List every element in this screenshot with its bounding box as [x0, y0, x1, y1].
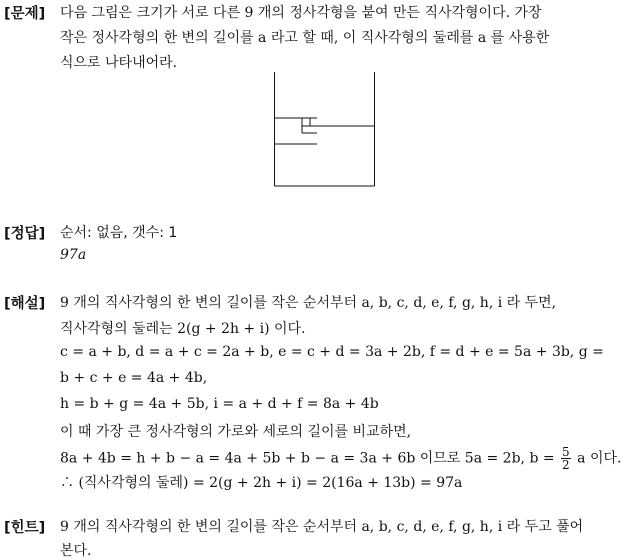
answer-meta: 순서: 없음, 갯수: 1	[60, 225, 178, 241]
fraction-denominator: 2	[562, 458, 570, 472]
fraction-5-over-2	[561, 446, 571, 471]
answer-value: 97a	[60, 247, 87, 263]
problem-line-3: 식으로 나타내어라.	[60, 55, 178, 71]
solution-line-2: 직사각형의 둘레는 2(g + 2h + i) 이다.	[60, 321, 306, 337]
hint-line-2: 본다.	[60, 543, 92, 559]
solution-line-7-tail: a 이다.	[577, 450, 621, 467]
problem-line-2: 작은 정사각형의 한 변의 길이를 a 라고 할 때, 이 직사각형의 둘레를 a 를 사용한	[60, 30, 550, 46]
answer-tag: [정답]	[4, 226, 46, 242]
solution-tag: [해설]	[4, 296, 46, 312]
hint-tag: [힌트]	[4, 520, 46, 536]
solution-line-5: h = b + g = 4a + 5b, i = a + d + f = 8a + 4b	[60, 396, 379, 412]
problem-tag: [문제]	[4, 6, 46, 22]
solution-line-6: 이 때 가장 큰 정사각형의 가로와 세로의 길이를 비교하면,	[60, 424, 412, 440]
solution-line-1: 9 개의 직사각형의 한 변의 길이를 작은 순서부터 a, b, c, d, e, f, g, h, i 라 두면,	[60, 295, 557, 311]
problem-line-1: 다음 그림은 크기가 서로 다른 9 개의 정사각형을 붙여 만든 직사각형이다. 가장	[60, 5, 542, 21]
solution-line-8: ∴ (직사각형의 둘레) = 2(g + 2h + i) = 2(16a + 13b) = 97a	[60, 475, 463, 491]
fraction-numerator: 5	[562, 445, 570, 459]
rectangle-figure	[272, 72, 378, 188]
solution-line-7-text: 8a + 4b = h + b − a = 4a + 5b + b − a = 3a + 6b 이므로 5a = 2b, b =	[60, 450, 555, 467]
solution-line-4: b + c + e = 4a + 4b,	[60, 370, 208, 386]
solution-line-3: c = a + b, d = a + c = 2a + b, e = c + d = 3a + 2b, f = d + e = 5a + 3b, g =	[60, 344, 604, 360]
solution-line-7	[60, 446, 621, 471]
hint-line-1: 9 개의 직사각형의 한 변의 길이를 작은 순서부터 a, b, c, d, e, f, g, h, i 라 두고 풀어	[60, 519, 584, 535]
